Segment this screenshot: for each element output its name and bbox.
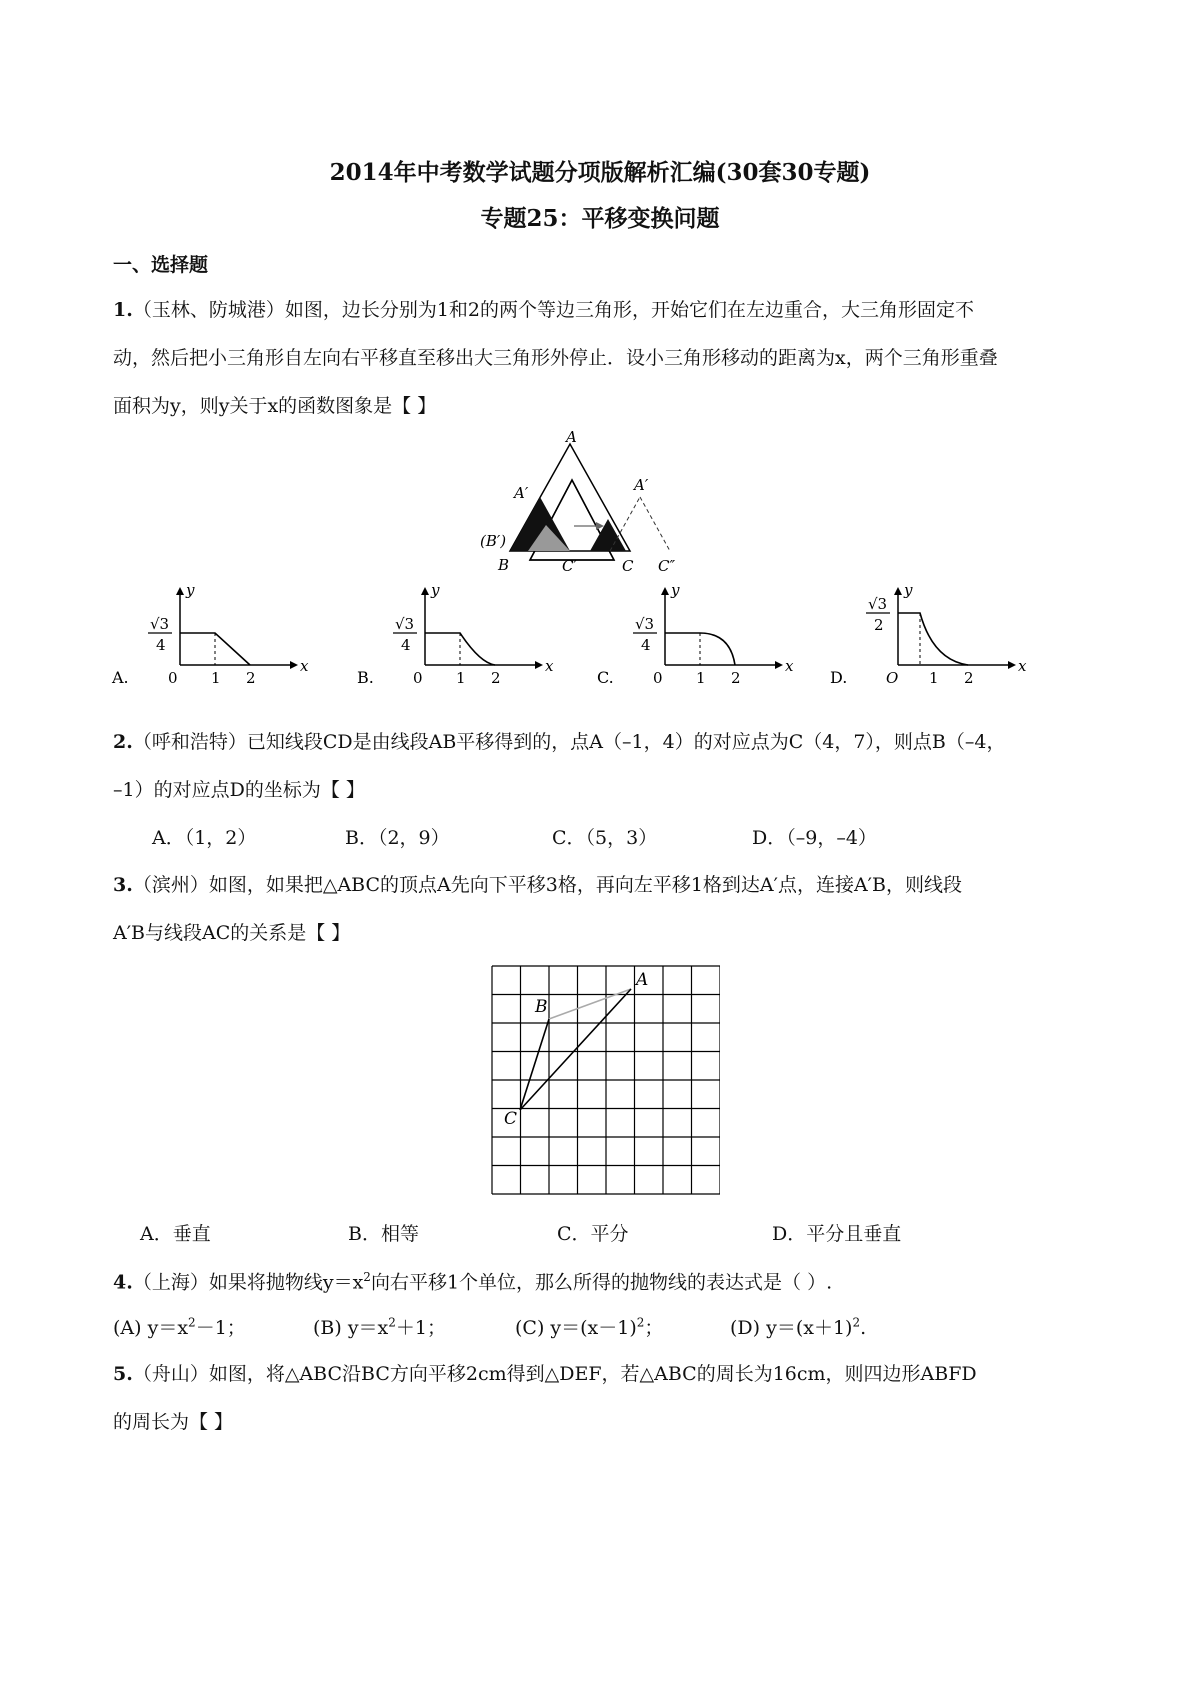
q2-option-d[interactable]: D．（–9，–4）	[752, 827, 877, 849]
tick-label-2: 2	[731, 669, 741, 687]
q4-option-c[interactable]: (C) $y=(x-1)^2$；	[515, 1315, 664, 1339]
tick-label-1: 1	[456, 669, 466, 687]
label-C-prime: C′	[562, 557, 577, 575]
graph-option-c[interactable]	[597, 585, 794, 687]
label-A: A	[566, 430, 577, 446]
x-axis-label: x	[785, 657, 794, 675]
option-letter: A.	[112, 668, 129, 687]
label-A-prime-2: A′	[634, 476, 649, 494]
origin-label: 0	[413, 669, 423, 687]
x-arrow	[290, 661, 298, 669]
y-axis-label: y	[186, 585, 195, 599]
fraction-numerator: √3	[150, 615, 170, 633]
section-heading: 一、选择题	[113, 254, 209, 276]
y-arrow	[894, 587, 902, 595]
fraction-denominator: 4	[401, 636, 411, 654]
q2-option-c[interactable]: C．（5，3）	[552, 827, 658, 849]
q4-option-d[interactable]: (D) $y=(x+1)^2$.	[730, 1315, 867, 1339]
x-arrow	[1008, 661, 1016, 669]
function-curve	[665, 633, 735, 665]
x-axis-label: x	[300, 657, 309, 675]
origin-label: O	[886, 669, 899, 687]
question-2-line-1: 2.（呼和浩特）已知线段CD是由线段AB平移得到的，点A（–1，4）的对应点为C（4，7），则点B（–4，	[113, 731, 1006, 753]
tick-label-1: 1	[929, 669, 939, 687]
x-arrow	[775, 661, 783, 669]
function-curve	[898, 613, 968, 665]
triangle-translation-figure	[480, 430, 710, 580]
tick-label-1: 1	[211, 669, 221, 687]
label-B: B	[498, 556, 510, 574]
q3-option-a[interactable]: A．垂直	[140, 1223, 211, 1245]
option-letter: C.	[597, 668, 614, 687]
q2-option-b[interactable]: B．（2，9）	[345, 827, 450, 849]
label-B-prime: (B′)	[480, 532, 507, 550]
tick-label-1: 1	[696, 669, 706, 687]
x-axis-label: x	[545, 657, 554, 675]
question-number: 3.	[113, 874, 133, 896]
question-1-line-1: 1.（玉林、防城港）如图，边长分别为1和2的两个等边三角形，开始它们在左边重合，大三角形固定不	[113, 299, 975, 321]
graph-option-b[interactable]	[357, 585, 554, 687]
document-subtitle: 专题25：平移变换问题	[480, 205, 720, 232]
tick-label-2: 2	[964, 669, 974, 687]
label-C: C	[622, 557, 634, 575]
question-number: 1.	[113, 299, 133, 321]
side-AB	[549, 989, 631, 1019]
grid-label-C: C	[504, 1109, 518, 1129]
fraction-denominator: 4	[156, 636, 166, 654]
y-arrow	[661, 587, 669, 595]
y-arrow	[176, 587, 184, 595]
function-curve	[425, 633, 495, 665]
question-1-line-2: 动，然后把小三角形自左向右平移直至移出大三角形外停止．设小三角形移动的距离为x，两个三角形重叠	[113, 347, 998, 369]
q4-option-a[interactable]: (A) $y=x^2-1$；	[113, 1315, 246, 1339]
q3-option-d[interactable]: D．平分且垂直	[772, 1223, 902, 1245]
x-axis-label: x	[1018, 657, 1027, 675]
option-letter: D.	[830, 668, 848, 687]
y-axis-label: y	[904, 585, 913, 599]
tick-label-2: 2	[246, 669, 256, 687]
question-5-line-1: 5.（舟山）如图，将△ABC沿BC方向平移2cm得到△DEF，若△ABC的周长为16cm，则四边形ABFD	[113, 1363, 977, 1385]
option-letter: B.	[357, 668, 374, 687]
question-1-line-3: 面积为y，则y关于x的函数图象是【 】	[113, 395, 437, 417]
side-BC	[520, 1019, 549, 1110]
function-curve	[180, 633, 250, 665]
fraction-numerator: √3	[868, 595, 888, 613]
q3-option-c[interactable]: C．平分	[557, 1223, 629, 1245]
question-4-line-1: 4.（上海）如果将抛物线$y=x^2$向右平移1个单位，那么所得的抛物线的表达式是（ ）.	[113, 1270, 833, 1294]
y-arrow	[421, 587, 429, 595]
origin-label: 0	[653, 669, 663, 687]
grid-label-B: B	[535, 997, 548, 1017]
q3-option-b[interactable]: B．相等	[348, 1223, 419, 1245]
question-number: 2.	[113, 731, 133, 753]
question-3-line-2: A′B与线段AC的关系是【 】	[113, 922, 351, 944]
question-5-line-2: 的周长为【 】	[113, 1411, 234, 1433]
fraction-numerator: √3	[635, 615, 655, 633]
origin-label: 0	[168, 669, 178, 687]
q2-option-a[interactable]: A．（1，2）	[152, 827, 257, 849]
x-arrow	[535, 661, 543, 669]
q4-option-b[interactable]: (B) $y=x^2+1$；	[313, 1315, 447, 1339]
y-axis-label: y	[671, 585, 680, 599]
document-title: 2014年中考数学试题分项版解析汇编(30套30专题)	[329, 159, 871, 186]
answer-graphs	[110, 585, 1100, 703]
grid-label-A: A	[636, 970, 649, 990]
graph-option-a[interactable]	[111, 585, 309, 687]
question-2-line-2: –1）的对应点D的坐标为【 】	[113, 779, 365, 801]
graph-option-d[interactable]	[830, 585, 1027, 687]
question-3-line-1: 3.（滨州）如图，如果把△ABC的顶点A先向下平移3格，再向左平移1格到达A′点，连接A′B，则线段	[113, 874, 962, 896]
question-number: 4.	[113, 1271, 133, 1294]
tick-label-2: 2	[491, 669, 501, 687]
label-C-double-prime: C″	[658, 557, 676, 575]
fraction-denominator: 4	[641, 636, 651, 654]
label-A-prime: A′	[514, 484, 529, 502]
y-axis-label: y	[431, 585, 440, 599]
question-number: 5.	[113, 1363, 133, 1385]
fraction-numerator: √3	[395, 615, 415, 633]
grid-triangle-figure	[486, 962, 720, 1196]
fraction-denominator: 2	[874, 616, 884, 634]
